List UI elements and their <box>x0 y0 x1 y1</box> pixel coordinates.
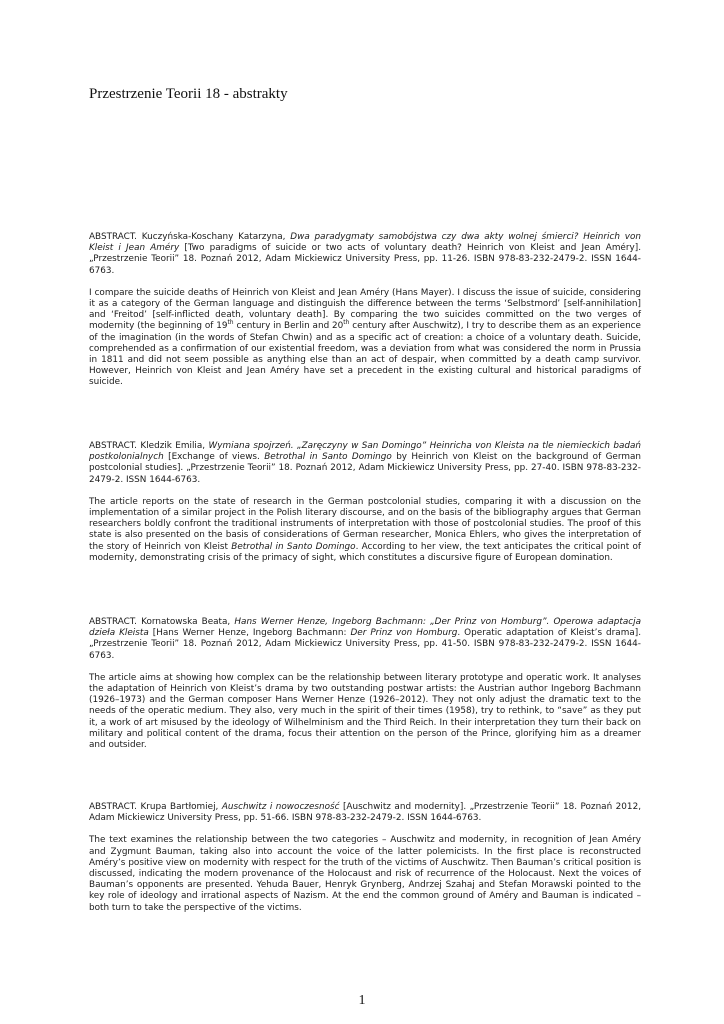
abstract-kuczynska-koschany <box>89 232 641 389</box>
summary-text: century in Berlin and 20 <box>233 321 344 332</box>
abstract-translation: [Hans Werner Henze, Ingeborg Bachmann: <box>152 628 347 639</box>
abstract-translation: [Exchange of views. <box>168 452 260 463</box>
abstract-translation-italic: Der Prinz von Homburg <box>350 628 458 639</box>
summary-text: . According to her view, the text anticipates the critical point of modernity, demonstrating crisis of the primacy of sight, which constitutes a discursive figure of European domination. <box>89 541 641 563</box>
abstract-citation: „Przestrzenie Teorii” 18. Poznań 2012, Adam Mickiewicz University Press, pp. 11-26. ISBN 978-83-232-2479-2. ISSN 1644-6763. <box>89 254 641 276</box>
abstract-translation-end: by Heinrich von Kleist on the background of German postcolonial studies]. <box>89 452 641 474</box>
abstract-author: Kuczyńska-Koschany Katarzyna, <box>141 232 286 242</box>
page-title: Przestrzenie Teorii 18 - abstrakty <box>89 86 288 102</box>
abstract-label: ABSTRACT. <box>89 232 137 242</box>
abstract-kornatowska <box>89 617 641 751</box>
abstract-label: ABSTRACT. <box>89 617 137 627</box>
abstract-summary: The text examines the relationship between the two categories – Auschwitz and modernity, in recognition of Jean Améry and Zygmunt Bauman, taking also into account the voice of the latter polemicists. In the first place is reconstructed Améry’s positive view on modernity with respect for the truth of the victims of Auschwitz. Then Bauman’s critical position is discussed, indicating the modern provenance of the Holocaust and risk of recurrence of the Holocaust. Next the voices of Bauman’s opponents are presented. Yehuda Bauer, Henryk Grynberg, Andrzej Szahaj and Stefan Morawski pointed to the key role of ideology and irrational aspects of Nazism. At the end the common ground of Améry and Bauman is indicated – both turn to take the perspective of the victims. <box>89 835 641 913</box>
page-number: 1 <box>358 993 366 1008</box>
abstract-header <box>89 232 641 277</box>
abstract-title: Wymiana spojrzeń. „Zaręczyny w San Domingo” Heinricha von Kleista na tle niemieckich badań postkolonialnych <box>89 441 641 463</box>
superscript: th <box>227 319 234 327</box>
abstract-summary <box>89 288 641 389</box>
summary-text: I compare the suicide deaths of Heinrich von Kleist and Jean Améry (Hans Mayer). I discuss the issue of suicide, considering it as a category of the German language and distinguish the difference between the terms ‘Selbstmord’ [self-annihilation] and ‘Freitod’ [self-inflicted death, voluntary death]. By comparing the two suicides committed on the two verges of modernity (the beginning of 19 <box>89 287 641 332</box>
abstract-label: ABSTRACT. <box>89 441 137 451</box>
abstract-author: Kornatowska Beata, <box>141 617 231 627</box>
abstract-summary <box>89 497 641 564</box>
abstract-summary: The article aims at showing how complex can be the relationship between literary prototype and operatic work. It analyses the adaptation of Heinrich von Kleist’s drama by two outstanding postwar artists: the Austrian author Ingeborg Bachmann (1926–1973) and the German composer Hans Werner Henze (1926–2012). They not only adjust the dramatic text to the needs of the operatic medium. They also, very much in the spirit of their times (1958), try to rethink, to “save” as they put it, a work of art misused by the ideology of Wilhelminism and the Third Reich. In their interpretation they turn their back on military and political content of the drama, focus their attention on the person of the Prince, glorifying him as a dreamer and outsider. <box>89 672 641 751</box>
abstract-header <box>89 441 641 486</box>
abstract-title: Dwa paradygmaty samobójstwa czy dwa akty wolnej śmierci? Heinrich von Kleist i Jean Améry <box>89 232 641 254</box>
abstract-translation: [Auschwitz and modernity]. <box>342 802 467 812</box>
abstract-header <box>89 802 641 824</box>
abstract-title: Hans Werner Henze, Ingeborg Bachmann: „Der Prinz von Homburg”. Operowa adaptacja dzieła Kleista <box>89 617 641 639</box>
summary-text: The article reports on the state of research in the German postcolonial studies, comparing it with a discussion on the implementation of a similar project in the Polish literary discourse, and on the basis of the bibliography argues that German researchers boldly confront the traditional instruments of interpretation with those of postcolonial studies. The proof of this state is also presented on the basis of considerations of German researcher, Monica Ehlers, who gives the interpretation of the story of Heinrich von Kleist <box>89 496 641 552</box>
superscript: th <box>343 319 350 327</box>
abstract-translation-end: . Operatic adaptation of Kleist’s drama]. <box>457 628 642 639</box>
abstract-citation: „Przestrzenie Teorii” 18. Poznań 2012, Adam Mickiewicz University Press, pp. 41-50. ISBN 978-83-232-2479-2. ISSN 1644-6763. <box>89 639 641 661</box>
abstract-translation: [Two paradigms of suicide or two acts of voluntary death? Heinrich von Kleist and Jean Améry]. <box>184 243 642 254</box>
summary-italic-title: Betrothal in Santo Domingo <box>231 541 356 552</box>
abstract-citation: „Przestrzenie Teorii” 18. Poznań 2012, Adam Mickiewicz University Press, pp. 51-66. ISBN 978-83-232-2479-2. ISSN 1644-6763. <box>89 802 642 824</box>
abstract-citation: „Przestrzenie Teorii” 18. Poznań 2012, Adam Mickiewicz University Press, pp. 27-40. ISBN 978-83-232-2479-2. ISSN 1644-6763. <box>89 463 641 485</box>
summary-text: century after Auschwitz), I try to describe them as an experience of the imagination (in the words of Stefan Chwin) and as a specific act of creation: a choice of a voluntary death. Suicide, comprehended as a confirmation of our existential freedom, was a deviation from what was considered the norm in Prussia in 1811 and did not seem possible as anything else than an act of despair, when committed by a death camp survivor. However, Heinrich von Kleist and Jean Améry have set a precedent in the existing cultural and historical paradigms of suicide. <box>89 321 641 388</box>
abstract-author: Krupa Bartłomiej, <box>140 802 219 812</box>
abstract-author: Kledzik Emilia, <box>140 441 206 451</box>
abstract-kledzik <box>89 441 641 564</box>
abstract-krupa <box>89 802 641 914</box>
abstract-header <box>89 617 641 662</box>
abstract-label: ABSTRACT. <box>89 802 137 812</box>
abstract-translation-italic: Betrothal in Santo Domingo <box>264 452 392 463</box>
abstract-title: Auschwitz i nowoczesność <box>221 802 340 812</box>
